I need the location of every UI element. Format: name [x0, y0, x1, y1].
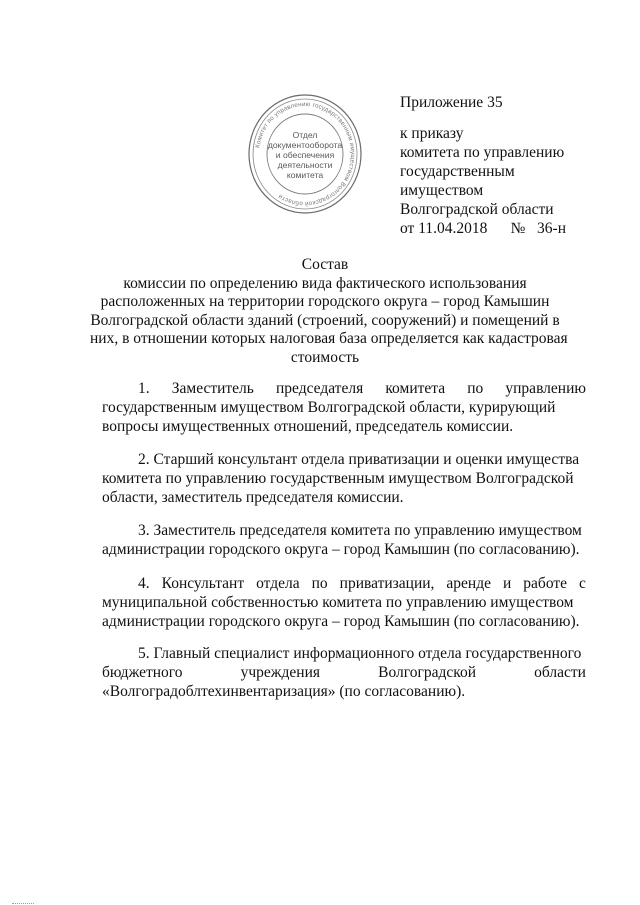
- item-line: области, заместитель председателя комиссии.: [102, 489, 404, 506]
- appendix-line: Волгоградской области: [400, 201, 554, 218]
- word: учреждения: [240, 664, 320, 681]
- heading-line: Волгоградской области зданий (строений, сооружений) и помещений в: [90, 311, 560, 329]
- list-item: [102, 521, 586, 559]
- list-item: [102, 574, 586, 631]
- word: Консультант: [161, 575, 245, 592]
- item-line: «Волгоградоблтехинвентаризация» (по согласованию).: [102, 683, 466, 700]
- stamp-line: комитета: [286, 170, 324, 180]
- item-line: комитета по управлению государственным имуществом Волгоградской: [102, 470, 574, 487]
- stamp-line: деятельности: [277, 160, 333, 170]
- appendix-title: Приложение 35: [400, 94, 503, 111]
- item-line: муниципальной собственностью комитета по управлению имуществом: [102, 594, 574, 611]
- appendix-header: [400, 93, 600, 238]
- item-line: государственным имуществом Волгоградской области, курирующий: [102, 399, 556, 416]
- item-line: администрации городского округа – город Камышин (по согласованию).: [102, 541, 580, 558]
- item-first-line: 5. Главный специалист информационного отдела государственного: [138, 645, 582, 662]
- word: 1.: [138, 380, 150, 397]
- item-line: администрации городского округа – город Камышин (по согласованию).: [102, 613, 580, 630]
- word: по: [467, 380, 484, 397]
- word: по: [311, 575, 328, 592]
- word: 4.: [138, 575, 150, 592]
- word: отдела: [256, 575, 300, 592]
- word: с: [579, 575, 586, 592]
- office-stamp: [246, 92, 364, 216]
- heading-line: стоимость: [290, 348, 360, 366]
- item-first-line: 3. Заместитель председателя комитета по управлению имуществом: [138, 522, 582, 539]
- appendix-line: государственным: [400, 163, 515, 180]
- word: приватизации,: [339, 575, 435, 592]
- heading-line: расположенных на территории городского округа – город Камышин: [100, 293, 550, 310]
- item-first-line: 2. Старший консультант отдела приватизации и оценки имущества: [138, 451, 580, 468]
- word: Волгоградской: [378, 664, 477, 681]
- list-item: [102, 379, 586, 436]
- appendix-line: комитета по управлению: [400, 144, 565, 161]
- word: бюджетного: [102, 664, 183, 681]
- item-first-line: [102, 379, 586, 398]
- list-item: [102, 450, 586, 507]
- word: Заместитель: [171, 380, 254, 397]
- word: аренде: [446, 575, 491, 592]
- appendix-date-number: от 11.04.2018 № 36-н: [400, 220, 566, 237]
- item-spread-line: [102, 663, 586, 682]
- appendix-line: к приказу: [400, 125, 464, 142]
- word: председателя: [275, 380, 364, 397]
- document-heading: [90, 256, 568, 367]
- item-line: вопросы имущественных отношений, председатель комиссии.: [102, 418, 514, 435]
- word: управлению: [505, 380, 586, 397]
- item-first-line: [102, 574, 586, 593]
- stamp-line: Отдел: [292, 130, 318, 140]
- list-item: [102, 644, 586, 701]
- heading-word: Состав: [301, 256, 349, 273]
- stamp-line: и обеспечения: [275, 150, 335, 160]
- appendix-line: имуществом: [400, 182, 484, 199]
- heading-line: комиссии по определению вида фактического использования: [123, 274, 527, 292]
- stamp-ring-text: Комитет по управлению государственным имуществом Волгоградской области: [254, 100, 357, 208]
- stamp-line: документооборота: [267, 140, 343, 150]
- word: и: [503, 575, 512, 592]
- word: комитета: [385, 380, 446, 397]
- heading-line: них, в отношении которых налоговая база определяется как кадастровая: [90, 330, 568, 347]
- word: области: [534, 664, 586, 681]
- word: работе: [523, 575, 568, 592]
